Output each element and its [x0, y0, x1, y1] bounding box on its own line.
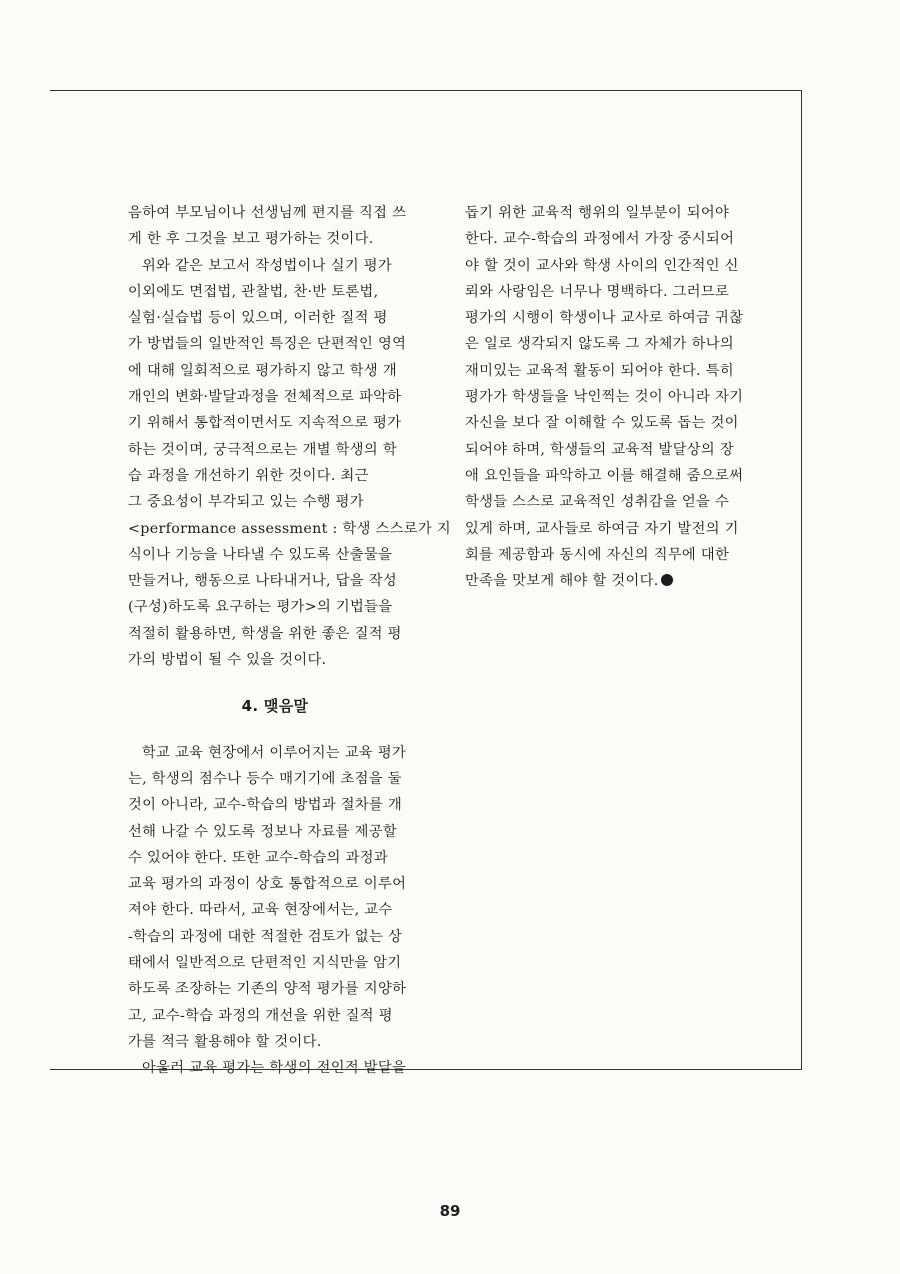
text-line: 위와 같은 보고서 작성법이나 실기 평가 [142, 257, 392, 274]
text-line: 야 할 것이 교사와 학생 사이의 인간적인 신 [465, 257, 739, 274]
text-line: 기 위해서 통합적이면서도 지속적으로 평가 [128, 415, 402, 432]
text-line: 음하여 부모님이나 선생님께 편지를 직접 쓰 [128, 205, 407, 221]
text-line: 이외에도 면접법, 관찰법, 찬·반 토론법, [128, 283, 379, 300]
text-line: 개인의 변화·발달과정을 전체적으로 파악하 [128, 389, 402, 406]
text-line: 식이나 기능을 나타낼 수 있도록 산출물을 [128, 546, 393, 563]
text-line: 수 있어야 한다. 또한 교수-학습의 과정과 [128, 849, 388, 866]
section-heading: 4. 맺음말 [241, 697, 309, 716]
text-line: -학습의 과정에 대한 적절한 검토가 없는 상 [128, 928, 403, 945]
text-line: 되어야 하며, 학생들의 교육적 발달상의 장 [465, 441, 734, 458]
text-line-last [465, 568, 759, 594]
text-line: 돕기 위한 교육적 행위의 일부분이 되어야 [465, 205, 730, 221]
text-line: 있게 하며, 교사들로 하여금 자기 발전의 기 [465, 520, 739, 537]
text-line: 아울러 교육 평가는 학생의 전인적 발달을 [142, 1060, 407, 1077]
end-of-article-mark-icon [661, 574, 673, 586]
right-text-column [465, 200, 759, 594]
text-line: 습 과정을 개선하기 위한 것이다. 최근 [128, 467, 369, 484]
left-text-column [128, 200, 451, 1082]
text-line: 평가가 학생들을 낙인찍는 것이 아니라 자기 [465, 389, 744, 406]
text-line: 학교 교육 현장에서 이루어지는 교육 평가 [142, 744, 407, 761]
text-line: 회를 제공함과 동시에 자신의 직무에 대한 [465, 546, 730, 563]
text-line: 자신을 보다 잘 이해할 수 있도록 돕는 것이 [465, 415, 739, 432]
text-line: 하도록 조장하는 기존의 양적 평가를 지양하 [128, 981, 407, 998]
text-line: <performance assessment : 학생 스스로가 지 [128, 520, 451, 537]
text-line: 적절히 활용하면, 학생을 위한 좋은 질적 평 [128, 625, 402, 642]
text-line: 실험·실습법 등이 있으며, 이러한 질적 평 [128, 310, 388, 327]
text-line: 가를 적극 활용해야 할 것이다. [128, 1033, 322, 1050]
text-line: 그 중요성이 부각되고 있는 수행 평가 [128, 494, 364, 511]
text-line: 만들거나, 행동으로 나타내거나, 답을 작성 [128, 573, 397, 590]
text-line: 선해 나갈 수 있도록 정보나 자료를 제공할 [128, 823, 397, 840]
text-line: 태에서 일반적으로 단편적인 지식만을 암기 [128, 955, 402, 972]
right-border-rule [801, 90, 802, 1070]
text-line: 은 일로 생각되지 않도록 그 자체가 하나의 [465, 336, 734, 353]
text-line-last-text: 만족을 맛보게 해야 할 것이다. [465, 573, 659, 590]
text-line: 한다. 교수-학습의 과정에서 가장 중시되어 [465, 231, 735, 248]
text-line: 학생들 스스로 교육적인 성취감을 얻을 수 [465, 494, 730, 511]
text-line: 교육 평가의 과정이 상호 통합적으로 이루어 [128, 876, 407, 893]
page-number: 89 [439, 1202, 461, 1220]
top-border-rule [50, 90, 802, 91]
text-line: 하는 것이며, 궁극적으로는 개별 학생의 학 [128, 441, 397, 458]
text-line: (구성)하도록 요구하는 평가>의 기법들을 [128, 599, 393, 616]
text-line: 애 요인들을 파악하고 이를 해결해 줌으로써 [465, 467, 744, 484]
text-line: 는, 학생의 점수나 등수 매기기에 초점을 둘 [128, 770, 402, 787]
text-line: 게 한 후 그것을 보고 평가하는 것이다. [128, 231, 374, 248]
text-line: 것이 아니라, 교수-학습의 방법과 절차를 개 [128, 797, 403, 814]
text-line: 져야 한다. 따라서, 교육 현장에서는, 교수 [128, 902, 393, 919]
text-line: 가의 방법이 될 수 있을 것이다. [128, 652, 327, 669]
text-line: 뢰와 사랑임은 너무나 명백하다. 그러므로 [465, 283, 730, 300]
text-line: 에 대해 일회적으로 평가하지 않고 학생 개 [128, 362, 397, 379]
text-line: 재미있는 교육적 활동이 되어야 한다. 특히 [465, 362, 734, 379]
text-line: 고, 교수-학습 과정의 개선을 위한 질적 평 [128, 1007, 393, 1024]
text-line: 평가의 시행이 학생이나 교사로 하여금 귀찮 [465, 310, 744, 327]
text-line: 가 방법들의 일반적인 특징은 단편적인 영역 [128, 336, 407, 353]
